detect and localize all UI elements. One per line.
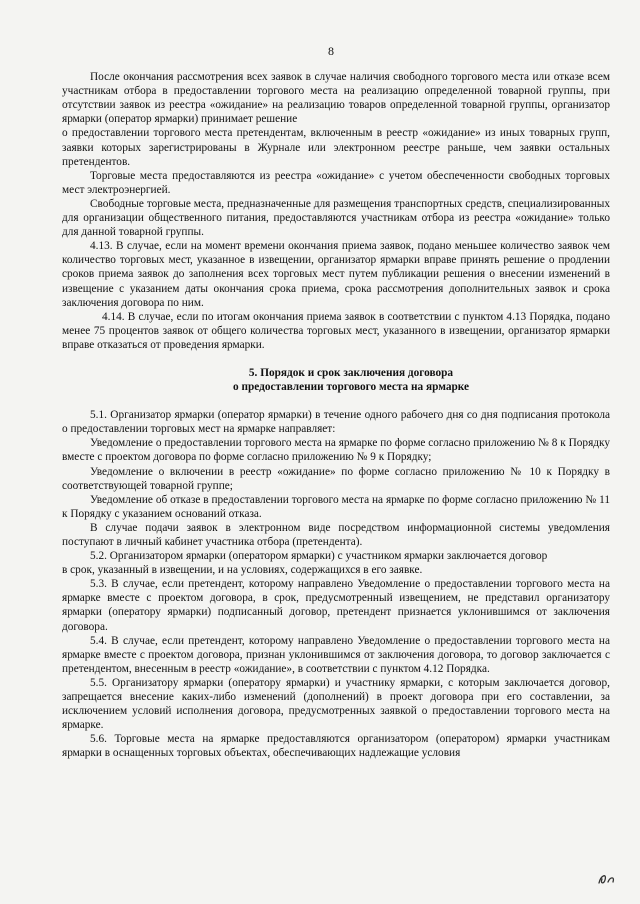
signature-mark bbox=[596, 871, 618, 887]
paragraph: 5.3. В случае, если претендент, которому направлено Уведомление о предоставлении торгового места на ярмарке вместе с проектом договора, в срок, предусмотренный извещением, не представил организатору ярмарки (оператору ярмарки) подписанный договор, претендент признается уклонившимся от заключения договора. bbox=[62, 578, 610, 633]
paragraph: Уведомление об отказе в предоставлении торгового места на ярмарке по форме согласно приложению № 11 к Порядку с указанием оснований отказа. bbox=[62, 493, 610, 520]
paragraph: 5.6. Торговые места на ярмарке предоставляются организатором (оператором) ярмарки участникам ярмарки в оснащенных торговых объектах, обеспечивающих надлежащие условия bbox=[62, 733, 610, 760]
paragraph: о предоставлении торгового места претендентам, включенным в реестр «ожидание» из иных товарных групп, заявки которых зарегистрированы в Журнале или электронном реестре раньше, чем заявки остальных претендентов. bbox=[62, 127, 610, 168]
handwritten-initials-icon bbox=[596, 871, 618, 890]
paragraph: Уведомление о включении в реестр «ожидание» по форме согласно приложению № 10 к Порядку в соответствующей товарной группе; bbox=[62, 465, 610, 492]
paragraph: Свободные торговые места, предназначенные для размещения транспортных средств, специализированных для организации общественного питания, предоставляются участникам отбора из реестра «ожидание» только для данной товарной группы. bbox=[62, 197, 610, 239]
paragraph: 5.4. В случае, если претендент, которому направлено Уведомление о предоставлении торгового места на ярмарке вместе с проектом договора, признан уклонившимся от заключения договора, то договор заключается с претендентом, внесенным в реестр «ожидание», в соответствии с пунктом 4.12 Порядка. bbox=[62, 634, 610, 675]
section-heading-line1: 5. Порядок и срок заключения договора bbox=[248, 366, 454, 379]
paragraph: 4.13. В случае, если на момент времени окончания приема заявок, подано меньшее количество заявок чем количество торговых мест, указанное в извещении, организатор ярмарки вправе принять решение о продлении сроков приема заявок до заполнения всех торговых мест путем публикации решения о внесении изменений в извещение с указанием даты окончания срока приема, срока рассмотрения дополнительных заявок и срока заключения договора по ним. bbox=[62, 240, 610, 309]
paragraph: Уведомление о предоставлении торгового места на ярмарке по форме согласно приложению № 8 к Порядку вместе с проектом договора по форме согласно приложению № 9 к Порядку; bbox=[62, 437, 610, 464]
paragraph: После окончания рассмотрения всех заявок в случае наличия свободного торгового места или отказе всем участникам отбора в предоставлении торгового места на реализацию определенной товарной группы, при отсутствии заявок из реестра «ожидание» на реализацию товаров определенной товарной группы, организатор ярмарки (оператор ярмарки) принимает решение bbox=[62, 71, 610, 126]
paragraph: 5.1. Организатор ярмарки (оператор ярмарки) в течение одного рабочего дня со дня подписания протокола о предоставлении торговых мест на ярмарке направляет: bbox=[62, 409, 610, 436]
section-heading-line2: о предоставлении торгового места на ярмарке bbox=[232, 381, 470, 394]
paragraph: 4.14. В случае, если по итогам окончания приема заявок в соответствии с пунктом 4.13 Порядка, подано менее 75 процентов заявок от общего количества торговых мест, указанного в извещении, организатор ярмарки вправе отказаться от проведения ярмарки. bbox=[62, 310, 610, 351]
paragraph: 5.2. Организатором ярмарки (оператором ярмарки) с участником ярмарки заключается договор bbox=[90, 550, 548, 563]
paragraph: 5.5. Организатору ярмарки (оператору ярмарки) и участнику ярмарки, с которым заключается договор, запрещается внесение каких-либо изменений (дополнений) в проект договора при его составлении, за исключением условий исполнения договора, предусмотренных заявкой о предоставлении торгового места на ярмарке. bbox=[62, 676, 610, 732]
paragraph: в срок, указанный в извещении, и на условиях, содержащихся в его заявке. bbox=[62, 564, 423, 577]
paragraph: В случае подачи заявок в электронном виде посредством информационной системы уведомления поступают в личный кабинет участника отбора (претендента). bbox=[62, 521, 610, 548]
page-number: 8 bbox=[328, 44, 334, 58]
paragraph: Торговые места предоставляются из реестра «ожидание» с учетом обеспеченности свободных торговых мест электроэнергией. bbox=[62, 169, 610, 196]
